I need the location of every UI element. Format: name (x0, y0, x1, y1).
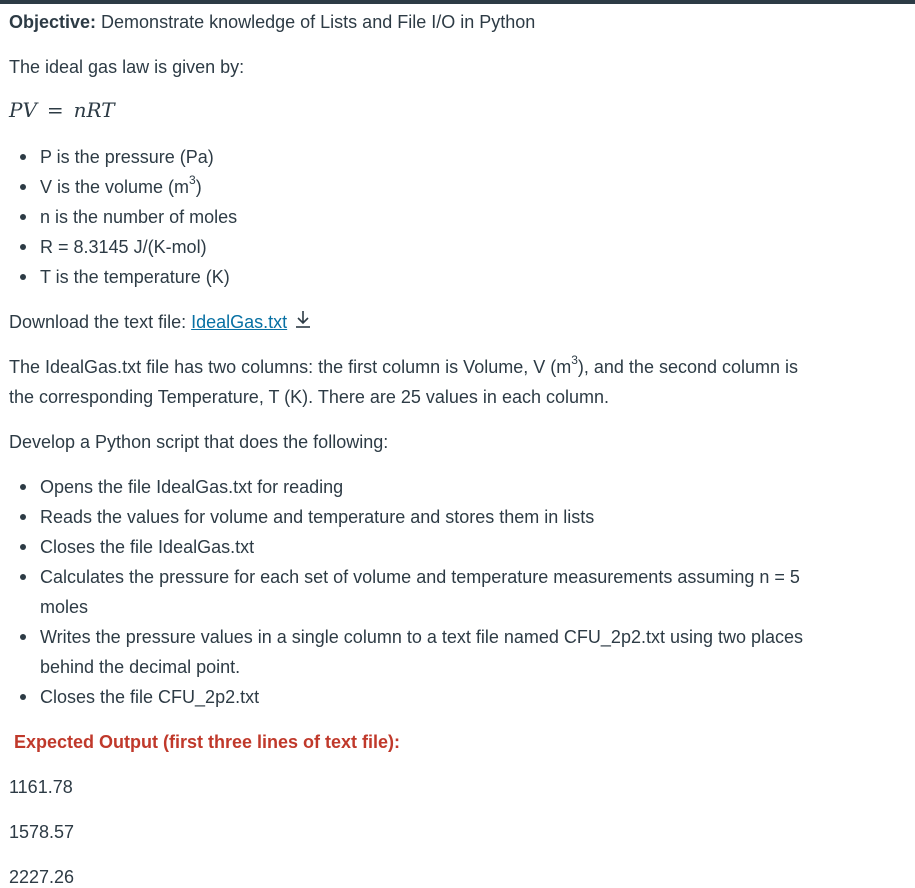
description-line-1: The IdealGas.txt file has two columns: the first column is Volume, V $(m^3)$, and the second column is (9, 353, 799, 377)
ideal-gas-equation (9, 99, 115, 121)
top-border (0, 0, 915, 4)
objective-text: Demonstrate knowledge of Lists and File I/O in Python (101, 12, 536, 32)
bullet-icon (20, 214, 26, 220)
list-item: Closes the file CFU_2p2.txt (40, 687, 260, 707)
list-item: Opens the file IdealGas.txt for reading (40, 477, 344, 497)
bullet-icon (20, 184, 26, 190)
bullet-icon (20, 634, 26, 640)
download-icon[interactable] (295, 310, 311, 333)
objective-label: Objective: (9, 12, 97, 32)
expected-value: 1161.78 (9, 777, 73, 797)
expected-value: 1578.57 (9, 822, 75, 842)
bullet-icon (20, 514, 26, 520)
list-item: n is the number of moles (40, 207, 238, 227)
list-item: Closes the file IdealGas.txt (40, 537, 255, 557)
list-item: R = 8.3145 J/(K-mol) (40, 237, 207, 257)
equation-lhs: PV (9, 98, 37, 122)
bullet-icon (20, 544, 26, 550)
equation-rhs: nRT (73, 98, 115, 122)
bullet-icon (20, 274, 26, 280)
objective-line (9, 11, 535, 33)
idealgas-file-link[interactable]: IdealGas.txt (191, 312, 288, 332)
bullet-icon (20, 574, 26, 580)
list-item-continuation: behind the decimal point. (40, 657, 241, 677)
bullet-icon (20, 694, 26, 700)
equation-operator: = (46, 98, 64, 122)
list-item: Reads the values for volume and temperature and stores them in lists (40, 507, 595, 527)
list-item: Writes the pressure values in a single column to a text file named CFU_2p2.txt using two places (40, 627, 804, 647)
description-line-2: the corresponding Temperature, T (K). There are 25 values in each column. (9, 387, 610, 407)
download-line (9, 311, 311, 335)
list-item-continuation: moles (40, 597, 89, 617)
list-item: Calculates the pressure for each set of volume and temperature measurements assuming n = 5 (40, 567, 800, 587)
list-item: P is the pressure (Pa) (40, 147, 214, 167)
bullet-icon (20, 244, 26, 250)
expected-output-heading: Expected Output (first three lines of text file): (14, 732, 401, 752)
expected-value: 2227.26 (9, 867, 75, 887)
download-prefix: Download the text file: (9, 312, 187, 332)
develop-heading: Develop a Python script that does the following: (9, 432, 389, 452)
list-item: T is the temperature (K) (40, 267, 230, 287)
bullet-icon (20, 154, 26, 160)
intro-text: The ideal gas law is given by: (9, 57, 245, 77)
bullet-icon (20, 484, 26, 490)
list-item: V is the volume $(m^3)$ (40, 173, 202, 197)
